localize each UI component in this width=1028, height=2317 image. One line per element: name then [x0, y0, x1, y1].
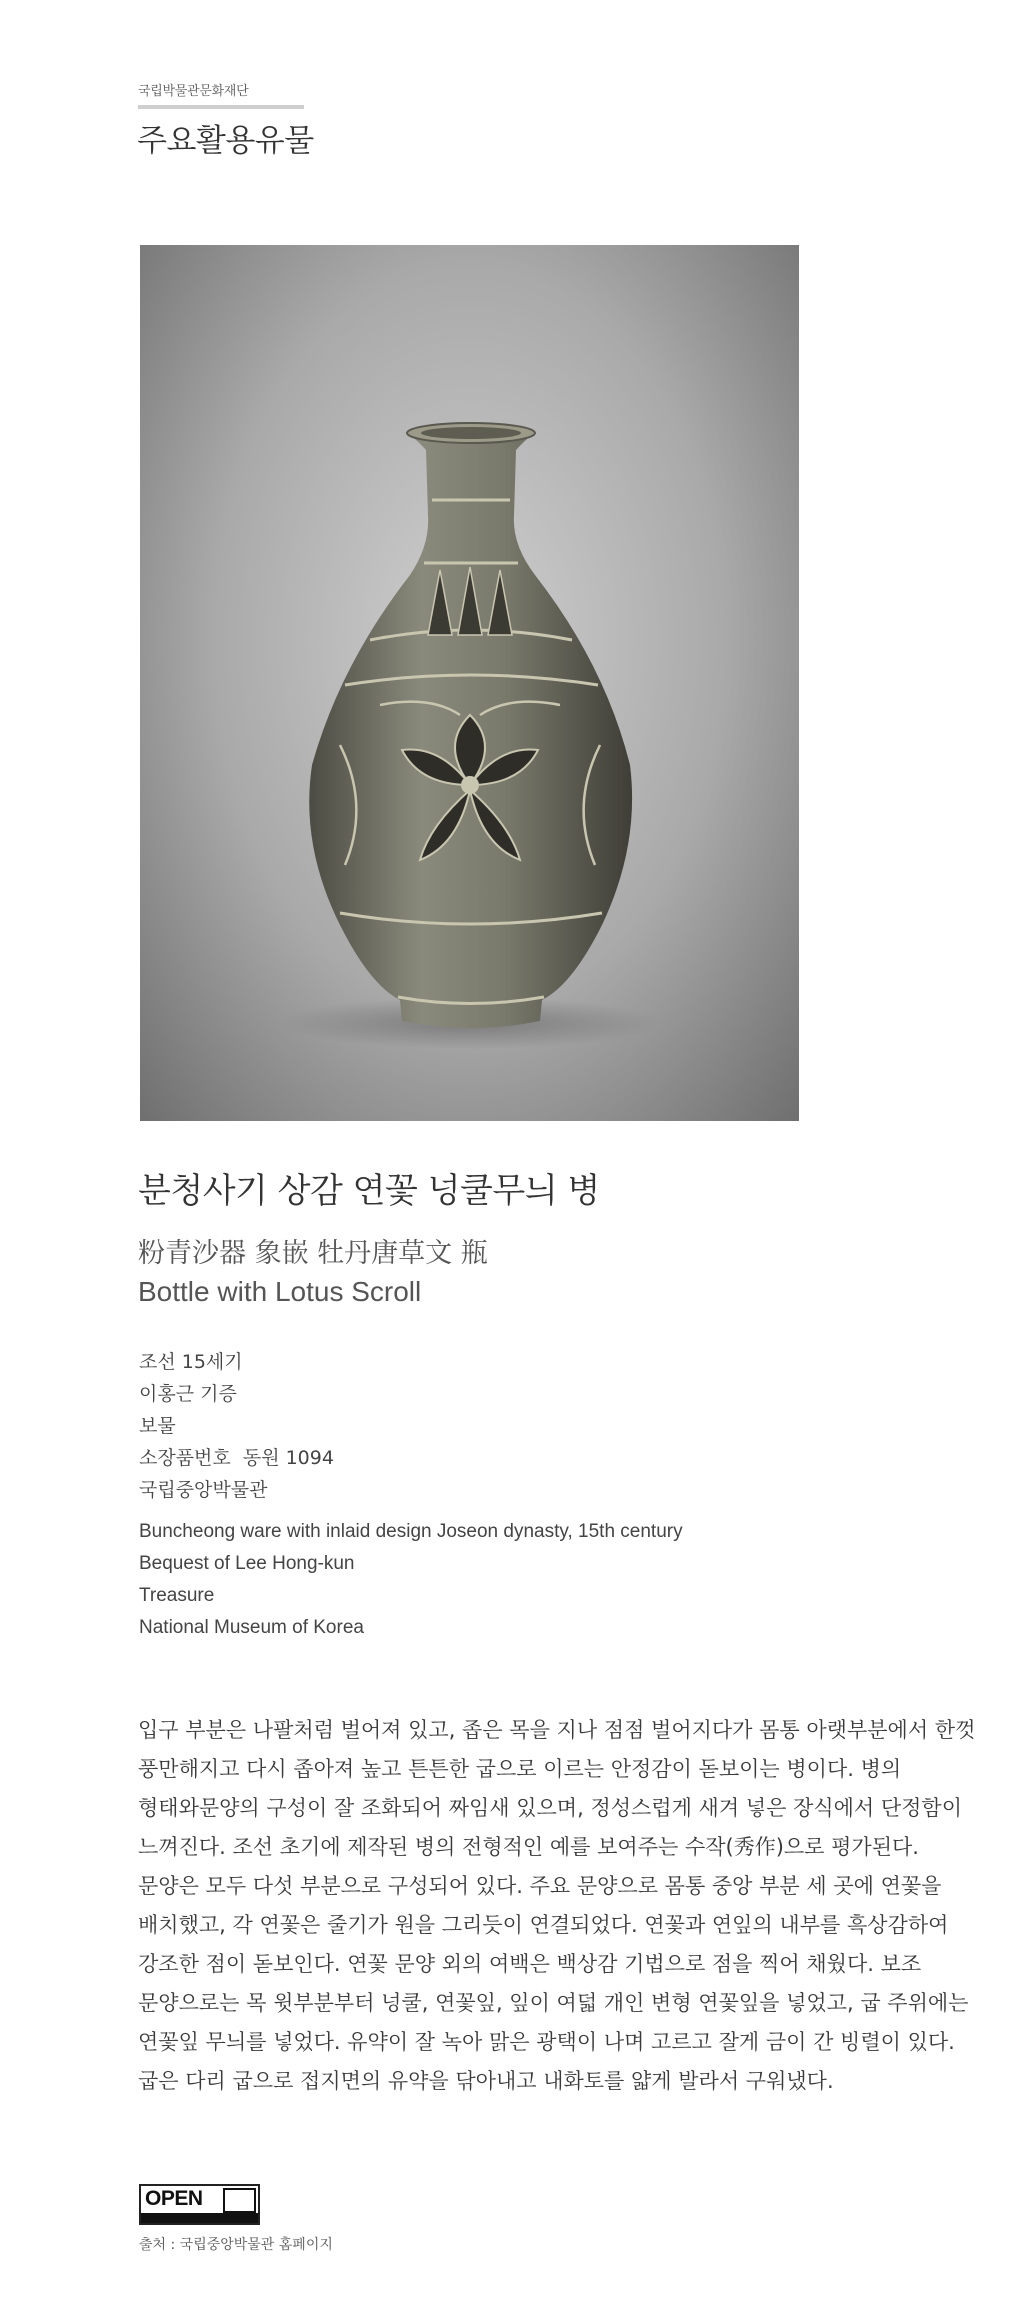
artifact-description: 입구 부분은 나팔처럼 벌어져 있고, 좁은 목을 지나 점점 벌어지다가 몸통 아랫부분에서 한껏 풍만해지고 다시 좁아져 높고 튼튼한 굽으로 이르는 안정감이 돋보이는 병이다. 병의 형태와문양의 구성이 잘 조화되어 짜임새 있으며, 정성스럽게 새겨 넣은 장식에서 단정함이 느껴진다. 조선 초기에 제작된 병의 전형적인 예를 보여주는 수작(秀作)으로 평가된다. 문양은 모두 다섯 부분으로 구성되어 있다. 주요 문양으로 몸통 중앙 부분 세 곳에 연꽃을 배치했고, 각 연꽃은 줄기가 원을 그리듯이 연결되었다. 연꽃과 연잎의 내부를 흑상감하여 강조한 점이 돋보인다. 연꽃 문양 외의 여백은 백상감 기법으로 점을 찍어 채웠다. 보조 문양으로는 목 윗부분부터 넝쿨, 연꽃잎, 잎이 여덟 개인 변형 연꽃잎을 넣었고, 굽 주위에는 연꽃잎 무늬를 넣었다. 유약이 잘 녹아 맑은 광택이 나며 고르고 잘게 금이 간 빙렬이 있다. 굽은 다리 굽으로 접지면의 유약을 닦아내고 내화토를 얇게 발라서 구워냈다.: [138, 1718, 976, 2093]
meta-donor: 이홍근 기증: [139, 1383, 237, 1405]
open-badge-word: OPEN: [145, 2187, 203, 2210]
meta-period: 조선 15세기: [139, 1351, 243, 1373]
artifact-photo: [140, 245, 799, 1121]
meta-en-designation: Treasure: [139, 1585, 215, 1606]
meta-collection-number: 소장품번호 동원 1094: [139, 1447, 334, 1469]
meta-list-en: [139, 1516, 683, 1644]
meta-designation: 보물: [139, 1415, 176, 1437]
artifact-title-ko: 분청사기 상감 연꽃 넝쿨무늬 병: [138, 1171, 600, 1211]
vase-image: [140, 245, 799, 1121]
meta-list-ko: [139, 1346, 334, 1506]
license-type-icon: [223, 2188, 256, 2213]
meta-en-bequest: Bequest of Lee Hong-kun: [139, 1553, 355, 1574]
open-license-badge[interactable]: [139, 2184, 260, 2225]
source-credit: 출처 : 국립중앙박물관 홈페이지: [139, 2237, 333, 2253]
license-strip: [141, 2213, 258, 2223]
artifact-title-en: Bottle with Lotus Scroll: [138, 1276, 422, 1307]
meta-museum: 국립중앙박물관: [139, 1479, 268, 1501]
org-label: 국립박물관문화재단: [138, 84, 249, 99]
meta-en-museum: National Museum of Korea: [139, 1617, 364, 1638]
meta-en-type: Buncheong ware with inlaid design Joseon dynasty, 15th century: [139, 1521, 683, 1542]
artifact-title-hanja: 粉青沙器 象嵌 牡丹唐草文 瓶: [138, 1238, 488, 1269]
page-title: 주요활용유물: [137, 123, 314, 159]
header-divider: [138, 105, 304, 109]
